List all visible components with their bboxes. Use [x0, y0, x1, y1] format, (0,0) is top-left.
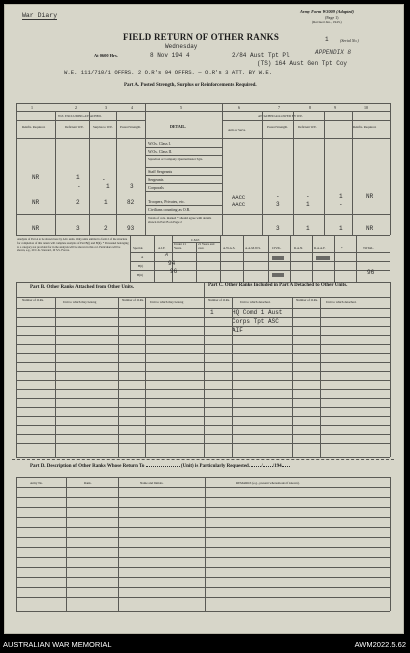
detail-cell: W.Os. Class I. — [148, 141, 171, 146]
redaction-block — [316, 256, 330, 260]
serial-number: 1 — [325, 36, 329, 43]
part-b-col-unit2: Unit to which they belong — [150, 300, 184, 304]
header-surplus-to-we: Surplus to W.E. — [93, 125, 114, 129]
header-deficient-we-att: Deficient W.E. — [298, 125, 317, 129]
part-c-col-unit2: Unit to which detached. — [326, 300, 357, 304]
col-number: 3 — [105, 105, 107, 110]
part-c-col-number: Number of O.Rs. — [208, 298, 230, 302]
part-b-title: Part B. Other Ranks Attached from Other Units. — [30, 285, 135, 290]
part-c-entry-unit-line1: HQ Comd 1 Aust — [232, 309, 283, 316]
cell-c10: NR — [366, 225, 374, 232]
part-c-title: Part C. Other Ranks Included in Part A Detached to Other Units. — [208, 283, 348, 288]
part-b-col-unit: Unit to which they belong — [63, 300, 97, 304]
archive-footer — [0, 636, 410, 653]
part-d-col-remarks: REMARKS (e.g., present whereabouts if known). — [236, 481, 300, 485]
cell-c2: 2 — [76, 199, 80, 206]
header-reinfts-required-att: Reinfts. Required. — [353, 125, 377, 129]
header-deficient-we: Deficient W.E. — [65, 125, 84, 129]
cell-c1: NR — [32, 199, 40, 206]
form-title: FIELD RETURN OF OTHER RANKS — [123, 32, 280, 42]
cell-arm: AACC — [232, 201, 246, 208]
part-c-col-number2: Number of O.Rs. — [296, 298, 318, 302]
col-number: 7 — [278, 105, 280, 110]
cell-c4: 93 — [127, 225, 135, 232]
analysis-header: A.A.M.W.S. — [245, 246, 261, 250]
part-d-title-year: 194 — [274, 464, 282, 469]
cell-c3: 2 — [104, 225, 108, 232]
redaction-block — [272, 273, 284, 277]
header-arm-or-servs: Arm or Servs. — [228, 128, 246, 132]
analysis-header: * — [341, 246, 343, 250]
part-d-col-army-no: Army No. — [30, 481, 43, 485]
cell-c4: 82 — [127, 199, 135, 206]
appendix-note: APPENDIX 8 — [315, 49, 352, 56]
detail-cell: Staff Sergeants — [148, 169, 173, 174]
analysis-header: Under 21 Years. — [174, 242, 186, 250]
analysis-aif-value: 96 — [170, 268, 178, 275]
cell-c3: 1 — [106, 183, 110, 190]
analysis-header: R.A.A.F. — [314, 246, 326, 250]
day-field: Wednesday — [165, 43, 198, 50]
cell-c7: - — [276, 193, 280, 200]
redaction-block — [272, 256, 284, 260]
we-excluding-attached-header: W.E. EXCLUDING ATTACHED. — [58, 114, 102, 118]
cell-c8: - — [306, 193, 310, 200]
analysis-header: R.A.N. — [294, 246, 304, 250]
unit-name-line1: 2/84 Aust Tpt Pl — [232, 52, 290, 59]
analysis-note: Analysis of Part A to be shown here by ALL units. Only units entitled to form 2 of the structure for completion of this return will complete analysis of Part B(i) and B(ii). * Personnel belonging to a category not provided for in the analysis will be shown in this col. Particulars will be shown, e.g., 20 C.K. Steward, 10 S.S. Forces. — [17, 237, 129, 253]
serial-label: (Serial No.) — [340, 38, 359, 43]
detail-cell: Sergeants — [148, 177, 164, 182]
cell-c2: 3 — [76, 225, 80, 232]
col-number: 10 — [364, 105, 368, 110]
detail-cell: Troopers, Privates, etc. — [148, 199, 185, 204]
form-revised: (Revised Jan., 1943.) — [312, 20, 342, 24]
detail-header: DETAIL. — [170, 124, 187, 129]
cell-c1: NR — [32, 225, 40, 232]
part-d-title: Part D. Description of Other Ranks Whose Return To (Unit) is Particularly Requested. / /194 — [30, 464, 290, 469]
date-field: 8 Nov 194 4 — [150, 52, 190, 59]
cell-c3: 1 — [104, 199, 108, 206]
detail-cell: Civilians counting as O.R. — [148, 207, 191, 212]
detail-cell: W.Os. Class II. — [148, 149, 173, 154]
part-d-title-text: Part D. Description of Other Ranks Whose Return To — [30, 464, 145, 469]
perforation-line — [12, 459, 394, 460]
analysis-row-label: A — [141, 255, 144, 259]
analysis-header: Special. — [133, 246, 144, 250]
cell-c1: NR — [32, 174, 40, 181]
cell-c8: 1 — [306, 225, 310, 232]
cell-c2: - — [77, 183, 81, 190]
analysis-header: A.W.A.S. — [223, 246, 236, 250]
col-number: 1 — [31, 105, 33, 110]
analysis-header: TOTAL. — [363, 246, 374, 250]
detail-cell: Squadron or Company Quartermaster Sgts. — [148, 157, 203, 161]
form-reference: Army Form W3009 (Adapted) — [300, 9, 354, 14]
cell-c2: 1 — [76, 174, 80, 181]
header-posted-strength-att: Posted Strength. — [267, 125, 288, 129]
analysis-header: 21 Years and over. — [198, 242, 215, 250]
archive-name: AUSTRALIAN WAR MEMORIAL — [3, 640, 112, 649]
col-number: 6 — [238, 105, 240, 110]
cell-c4: 3 — [130, 183, 134, 190]
we-line: W.E. 111/710/1 OFFRS. 2 O.R's 94 OFFRS. — O.R's 3 ATT. BY W.E. — [64, 69, 273, 76]
part-c-entry-unit-line3: AIF — [232, 327, 243, 334]
analysis-row-label: B(i) — [138, 264, 144, 268]
part-c-entry-number: 1 — [210, 309, 214, 316]
analysis-header: CIVIL. — [272, 246, 282, 250]
archive-reference: AWM2022.5.62 — [354, 640, 406, 649]
col-number: 9 — [334, 105, 336, 110]
cell-c9: - — [339, 201, 343, 208]
cell-c7: 3 — [276, 201, 280, 208]
part-a-title: Part A. Posted Strength, Surplus or Reinforcements Required. — [124, 83, 257, 88]
col-number: 4 — [131, 105, 133, 110]
cell-c8: 1 — [306, 201, 310, 208]
part-b-col-number: Number of O.Rs. — [22, 298, 44, 302]
time-label: At 0600 Hrs. — [94, 53, 118, 58]
war-diary-stamp: War Diary — [22, 12, 58, 19]
cmf-label: C.M.F. — [191, 238, 200, 242]
unit-name-line2: (TS) 164 Aust Gen Tpt Coy — [257, 60, 348, 67]
analysis-aif-value: 94 — [168, 260, 176, 267]
cell-c3: - — [102, 176, 106, 183]
part-c-entry-unit-line2: Corps Tpt ASC — [232, 318, 279, 325]
cell-c10: NR — [366, 193, 374, 200]
cell-c9: 1 — [339, 193, 343, 200]
part-d-title-mid: (Unit) is Particularly Requested. — [180, 464, 251, 469]
cell-arm: AACC — [232, 194, 246, 201]
analysis-total-value: 96 — [367, 269, 375, 276]
col-number: 5 — [180, 105, 182, 110]
form-page: (Page 1) — [325, 15, 339, 20]
part-d-col-name: Name and Initials. — [140, 481, 164, 485]
cell-c7: 3 — [276, 225, 280, 232]
part-b-col-number2: Number of O.Rs. — [122, 298, 144, 302]
header-reinfts-required: Reinfts. Required. — [22, 125, 46, 129]
detail-cell: Totals of cols. marked * should agree with details shown in Part B on Page 2 — [148, 216, 212, 225]
analysis-ink-mark: A — [165, 252, 169, 258]
part-d-col-rank: Rank. — [84, 481, 92, 485]
col-number: 8 — [309, 105, 311, 110]
attached-allowed-header: ATTACHED ALLOWED BY W.E. — [258, 114, 304, 118]
col-number: 2 — [75, 105, 77, 110]
cell-c9: 1 — [339, 225, 343, 232]
analysis-row-label: B(ii) — [137, 273, 144, 277]
analysis-header: A.I.F. — [158, 246, 166, 250]
header-posted-strength: Posted Strength. — [120, 125, 141, 129]
detail-cell: Corporals — [148, 185, 164, 190]
part-c-col-unit: Unit to which detached. — [240, 300, 271, 304]
